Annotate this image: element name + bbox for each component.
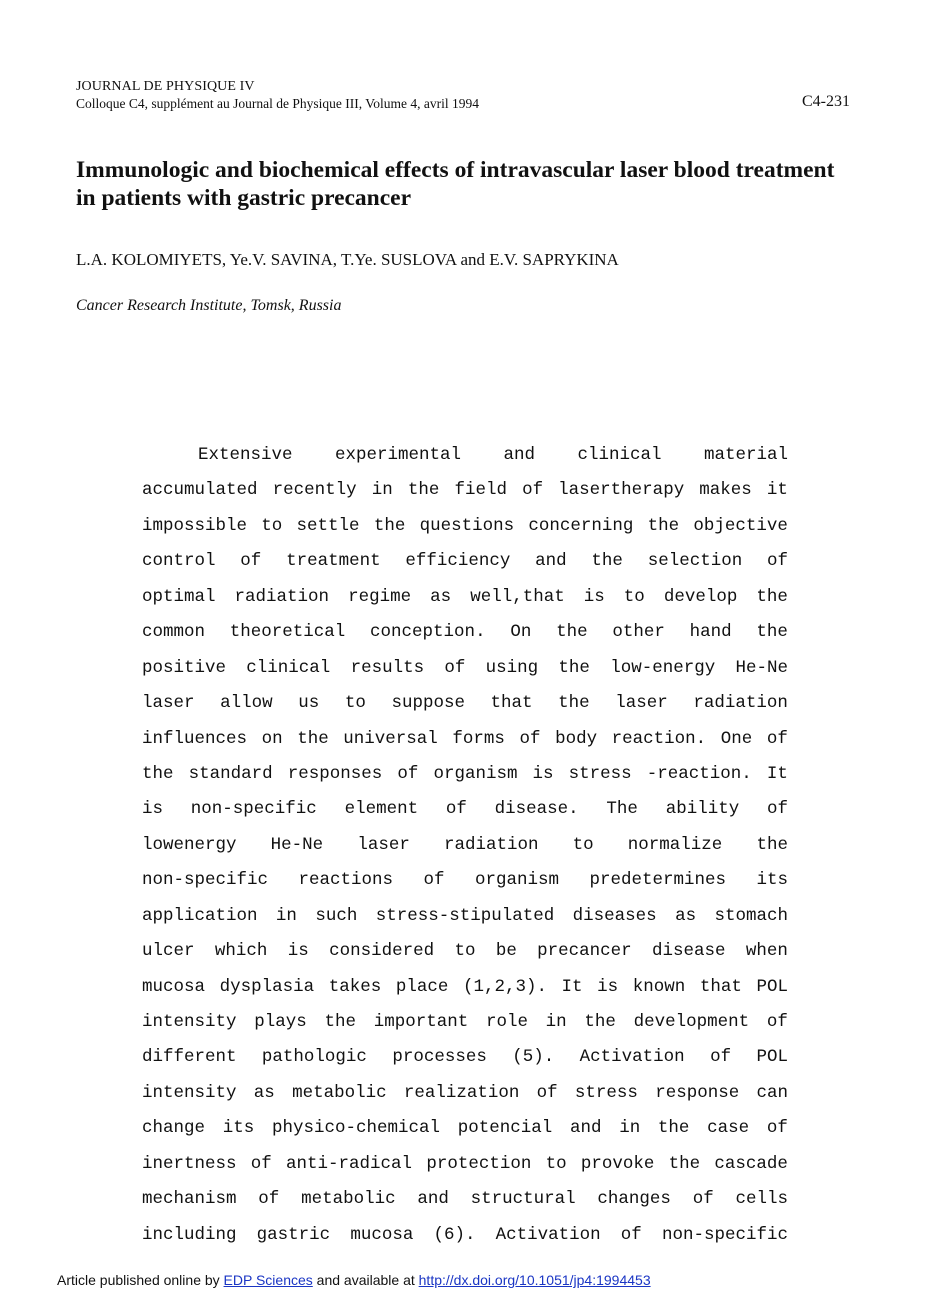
body-word: including (142, 1224, 237, 1245)
body-line (142, 509, 788, 544)
body-word: allow (220, 693, 273, 714)
body-word: ulcer (142, 941, 195, 962)
body-word: He-Ne (735, 657, 788, 678)
body-word: to (623, 586, 645, 607)
body-word: as (253, 1082, 275, 1103)
body-word: change (142, 1118, 206, 1139)
body-word: in (619, 1118, 641, 1139)
body-word: optimal (142, 586, 216, 607)
body-word: Activation (579, 1047, 685, 1068)
body-word: and (417, 1189, 449, 1210)
body-word: to (344, 693, 366, 714)
body-word: makes (699, 480, 752, 501)
body-word: of (536, 1082, 558, 1103)
body-word: the (657, 1118, 690, 1139)
body-word: of (445, 799, 467, 820)
body-word: the (756, 586, 788, 607)
body-word: standard (188, 763, 273, 784)
body-line (142, 1218, 788, 1253)
body-word: of (620, 1224, 642, 1245)
body-word: known (632, 976, 686, 997)
body-word: us (298, 693, 320, 714)
body-word: of (423, 870, 445, 891)
body-word: considered (329, 941, 435, 962)
body-word: It (766, 763, 788, 784)
body-word: its (756, 870, 788, 891)
body-word: processes (392, 1047, 487, 1068)
body-word: intensity (142, 1012, 237, 1032)
body-line (142, 1005, 788, 1040)
body-word: laser (142, 693, 195, 714)
body-word: to (454, 941, 476, 962)
body-word: One (720, 728, 753, 749)
body-word: Extensive (198, 445, 293, 465)
body-word: gastric (256, 1224, 331, 1245)
body-word: and (569, 1118, 602, 1139)
body-word: of (766, 1012, 788, 1032)
body-word: response (655, 1082, 740, 1103)
body-word: the (558, 657, 590, 678)
body-word: experimental (334, 445, 462, 465)
body-word: cells (735, 1189, 788, 1210)
body-word: efficiency (405, 551, 511, 572)
colloque-line: Colloque C4, supplément au Journal de Physique III, Volume 4, avril 1994 (76, 96, 479, 111)
body-word: stomach (714, 905, 788, 926)
body-word: universal (343, 728, 438, 749)
body-word: questions (419, 515, 515, 536)
body-word: objective (693, 515, 788, 536)
publisher-link[interactable]: EDP Sciences (223, 1272, 313, 1288)
body-word: well,that (470, 586, 565, 607)
body-word: the (142, 763, 174, 784)
body-word: laser (357, 834, 410, 855)
body-word: stress-stipulated (375, 905, 555, 926)
body-word: metabolic (301, 1189, 396, 1210)
body-word: it (766, 480, 788, 501)
body-line (142, 686, 788, 721)
body-word: radiation (443, 834, 539, 855)
body-word: cascade (714, 1153, 788, 1174)
body-word: (6). (433, 1224, 476, 1245)
body-word: stress (568, 763, 632, 784)
body-line (142, 970, 788, 1005)
body-word: regime (348, 586, 412, 607)
body-word: non-specific (190, 799, 317, 820)
body-word: reaction. (611, 728, 707, 749)
body-word: anti-radical (286, 1153, 413, 1174)
body-word: positive (142, 657, 227, 678)
body-word: mucosa (142, 976, 206, 997)
body-word: of (250, 1153, 272, 1174)
body-word: inertness (142, 1153, 237, 1174)
body-word: place (395, 976, 449, 997)
body-line (142, 828, 788, 863)
body-word: and (535, 551, 567, 572)
body-word: of (240, 551, 262, 572)
body-line (142, 757, 788, 792)
body-text (142, 438, 788, 1253)
body-word: the (584, 1012, 616, 1032)
body-word: is (142, 799, 164, 820)
body-word: that (490, 693, 533, 714)
body-word: lasertherapy (558, 480, 685, 501)
body-word: of (519, 728, 541, 749)
body-word: conception. (370, 622, 486, 643)
body-word: the (324, 1012, 356, 1032)
affiliation: Cancer Research Institute, Tomsk, Russia (76, 297, 342, 314)
body-word: be (495, 941, 517, 962)
body-word: radiation (234, 586, 330, 607)
body-word: body (555, 728, 598, 749)
body-word: settle (296, 515, 360, 536)
body-word: physico-chemical (271, 1118, 440, 1139)
body-word: normalize (627, 834, 723, 855)
body-word: the (591, 551, 623, 572)
body-word: of (444, 657, 466, 678)
body-word: treatment (286, 551, 381, 572)
body-word: such (315, 905, 358, 926)
body-word: changes (597, 1189, 671, 1210)
body-word: in (275, 905, 297, 926)
body-word: the (407, 480, 440, 501)
body-line (142, 792, 788, 827)
body-word: mucosa (350, 1224, 414, 1245)
body-word: POL (756, 1047, 788, 1068)
body-word: predetermines (589, 870, 726, 891)
body-word: disease (652, 941, 726, 962)
body-word: suppose (391, 693, 465, 714)
footer (57, 1272, 651, 1288)
body-word: in (545, 1012, 567, 1032)
body-word: that (699, 976, 742, 997)
body-word: is (583, 586, 605, 607)
body-word: clinical (246, 657, 331, 678)
body-line (142, 651, 788, 686)
body-word: of (397, 763, 419, 784)
body-line (142, 615, 788, 650)
body-word: concerning (528, 515, 634, 536)
body-line (142, 934, 788, 969)
body-word: the (756, 834, 788, 855)
body-word: takes (328, 976, 382, 997)
body-word: impossible (142, 515, 248, 536)
body-word: using (485, 657, 539, 678)
body-word: the (373, 515, 406, 536)
body-word: mechanism (142, 1189, 237, 1210)
body-line (142, 863, 788, 898)
body-word: provoke (580, 1153, 655, 1174)
body-word: on (261, 728, 283, 749)
body-word: in (371, 480, 393, 501)
body-word: diseases (572, 905, 657, 926)
body-word: of (710, 1047, 732, 1068)
body-word: to (261, 515, 283, 536)
body-word: protection (426, 1153, 532, 1174)
body-word: It (561, 976, 583, 997)
body-word: material (703, 445, 788, 465)
body-word: stress (574, 1082, 638, 1103)
paper-title: Immunologic and biochemical effects of intravascular laser blood treatment in patients with gastric precancer (76, 157, 835, 211)
body-word: results (350, 657, 425, 678)
body-word: forms (452, 728, 505, 749)
body-word: the (756, 622, 788, 643)
body-word: organism (433, 763, 518, 784)
body-word: of (766, 799, 788, 820)
body-word: structural (470, 1189, 576, 1210)
body-word: control (142, 551, 216, 572)
body-word: of (258, 1189, 280, 1210)
body-word: non-specific (142, 870, 269, 891)
body-word: He-Ne (270, 834, 324, 855)
body-word: Activation (495, 1224, 601, 1245)
body-line (142, 722, 788, 757)
body-word: can (756, 1082, 788, 1103)
body-word: recently (272, 480, 357, 501)
body-word: theoretical (229, 622, 346, 643)
body-line (142, 899, 788, 934)
body-word: of (522, 480, 544, 501)
body-word: field (454, 480, 507, 501)
body-word: important (373, 1012, 469, 1032)
body-line (142, 1111, 788, 1146)
body-word: pathologic (261, 1047, 367, 1068)
authors: L.A. KOLOMIYETS, Ye.V. SAVINA, T.Ye. SUSLOVA and E.V. SAPRYKINA (76, 250, 619, 269)
body-word: when (745, 941, 788, 962)
body-word: potencial (457, 1118, 553, 1139)
body-word: intensity (142, 1082, 237, 1103)
body-word: ability (665, 799, 740, 820)
body-word: selection (647, 551, 743, 572)
body-word: of (692, 1189, 714, 1210)
body-word: to (572, 834, 594, 855)
body-word: is (597, 976, 619, 997)
body-word: low-energy (610, 657, 716, 678)
page-number: C4-231 (802, 93, 850, 110)
body-line (142, 438, 788, 473)
body-word: hand (689, 622, 732, 643)
footer-middle: and available at (316, 1272, 415, 1288)
body-word: clinical (577, 445, 662, 465)
body-word: the (558, 693, 590, 714)
body-word: as (430, 586, 452, 607)
body-word: (5). (512, 1047, 555, 1068)
body-word: precancer (537, 941, 632, 962)
body-word: of (766, 728, 788, 749)
body-word: metabolic (292, 1082, 387, 1103)
body-word: is (287, 941, 309, 962)
body-word: influences (142, 728, 248, 749)
body-word: disease. (494, 799, 579, 820)
body-line (142, 580, 788, 615)
body-word: of (766, 1118, 788, 1139)
body-word: element (344, 799, 419, 820)
body-word: development (633, 1012, 750, 1032)
body-word: The (606, 799, 638, 820)
body-line (142, 1147, 788, 1182)
body-word: On (510, 622, 532, 643)
body-word: reactions (298, 870, 394, 891)
body-word: non-specific (661, 1224, 788, 1245)
body-word: and (503, 445, 535, 465)
body-word: which (214, 941, 268, 962)
body-word: develop (663, 586, 738, 607)
body-word: the (297, 728, 329, 749)
body-word: role (485, 1012, 528, 1032)
body-word: dysplasia (219, 976, 315, 997)
body-word: radiation (693, 693, 788, 714)
body-word: lowenergy (142, 834, 237, 855)
journal-name: JOURNAL DE PHYSIQUE IV (76, 79, 255, 94)
body-line (142, 1040, 788, 1075)
body-word: application (142, 905, 258, 926)
body-line (142, 544, 788, 579)
body-word: -reaction. (646, 763, 752, 784)
body-word: as (675, 905, 697, 926)
footer-prefix: Article published online by (57, 1272, 220, 1288)
body-word: the (556, 622, 588, 643)
body-word: laser (615, 693, 668, 714)
body-word: POL (756, 976, 788, 997)
body-word: different (142, 1047, 237, 1068)
body-word: the (668, 1153, 701, 1174)
body-word: other (612, 622, 665, 643)
body-word: plays (254, 1012, 307, 1032)
body-word: the (647, 515, 680, 536)
body-word: realization (403, 1082, 520, 1103)
body-line (142, 473, 788, 508)
body-word: of (766, 551, 788, 572)
body-word: responses (287, 763, 383, 784)
body-word: case (707, 1118, 750, 1139)
body-word: organism (474, 870, 559, 891)
body-word: common (142, 622, 206, 643)
body-word: (1,2,3). (462, 976, 547, 997)
body-line (142, 1076, 788, 1111)
body-line (142, 1182, 788, 1217)
body-word: is (532, 763, 554, 784)
body-word: accumulated (142, 480, 258, 501)
body-word: its (222, 1118, 255, 1139)
doi-link[interactable]: http://dx.doi.org/10.1051/jp4:1994453 (418, 1272, 651, 1288)
body-word: to (545, 1153, 567, 1174)
